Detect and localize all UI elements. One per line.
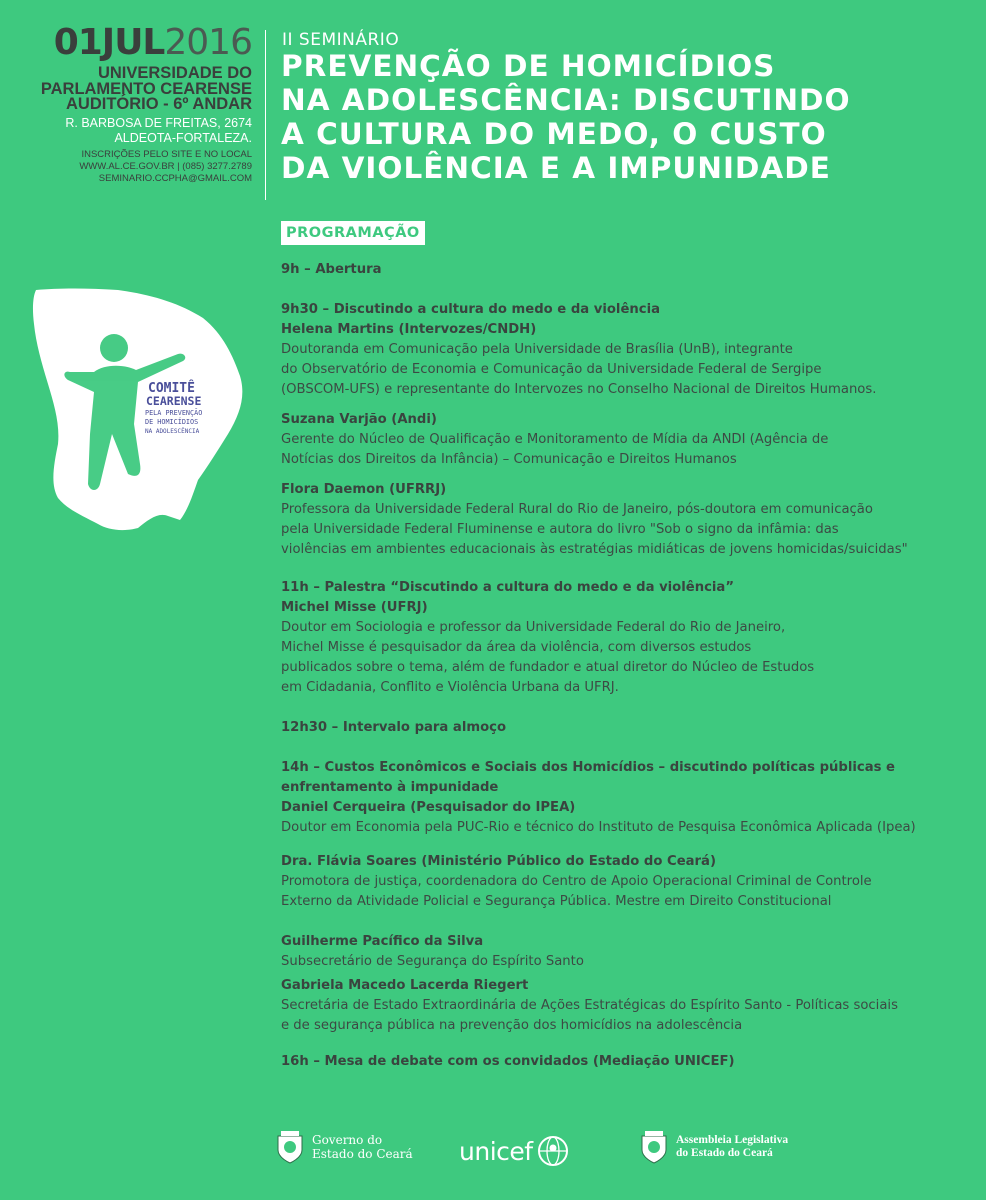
comite-logo <box>28 284 268 534</box>
speaker-bio: Doutor em Sociologia e professor da Universidade Federal do Rio de Janeiro, <box>281 620 786 635</box>
title-line: DA VIOLÊNCIA E A IMPUNIDADE <box>281 151 831 185</box>
sponsor-logos <box>0 1128 986 1178</box>
speaker-bio: Doutor em Economia pela PUC-Rio e técnico do Instituto de Pesquisa Econômica Aplicada (Ipea) <box>281 820 916 835</box>
info-line: WWW.AL.CE.GOV.BR | (085) 3277.2789 <box>79 160 252 172</box>
program-schedule <box>281 260 971 1072</box>
speaker-name: Flora Daemon (UFRRJ) <box>281 482 447 497</box>
assembleia-legislativa-logo <box>640 1130 788 1164</box>
venue <box>20 66 252 113</box>
session-time: 9h30 – Discutindo a cultura do medo e da violência <box>281 302 661 317</box>
address-line: ALDEOTA-FORTALEZA. <box>114 130 252 145</box>
speaker-bio: Promotora de justiça, coordenadora do Centro de Apoio Operacional Criminal de Controle <box>281 874 872 889</box>
date-year: 2016 <box>164 22 252 63</box>
speaker-name: Michel Misse (UFRJ) <box>281 600 428 615</box>
ceara-map-icon <box>28 284 268 534</box>
venue-line: AUDITÓRIO - 6º ANDAR <box>66 95 252 113</box>
speaker-name: Daniel Cerqueira (Pesquisador do IPEA) <box>281 800 576 815</box>
program-label: PROGRAMAÇÃO <box>281 221 425 245</box>
speaker-bio: do Observatório de Economia e Comunicação da Universidade Federal de Sergipe <box>281 362 822 377</box>
session-time: 16h – Mesa de debate com os convidados (Mediação UNICEF) <box>281 1054 735 1069</box>
session-time: enfrentamento à impunidade <box>281 780 499 795</box>
speaker-name: Gabriela Macedo Lacerda Riegert <box>281 978 529 993</box>
gov-line: Estado do Ceará <box>312 1147 413 1161</box>
comite-text-line1: COMITÊ <box>148 381 195 396</box>
unicef-logo <box>459 1134 570 1168</box>
crest-icon <box>640 1130 668 1164</box>
speaker-bio: Michel Misse é pesquisador da área da violência, com diversos estudos <box>281 640 752 655</box>
speaker-bio: e de segurança pública na prevenção dos homicídios na adolescência <box>281 1018 743 1033</box>
registration-info <box>20 149 252 185</box>
speaker-bio: publicados sobre o tema, além de fundador e atual diretor do Núcleo de Estudos <box>281 660 815 675</box>
venue-line: PARLAMENTO CEARENSE <box>40 79 252 98</box>
speaker-bio: Secretária de Estado Extraordinária de Ações Estratégicas do Espírito Santo - Políticas sociais <box>281 998 898 1013</box>
speaker-bio: Doutoranda em Comunicação pela Universidade de Brasília (UnB), integrante <box>281 342 793 357</box>
governo-ceara-text <box>312 1133 413 1161</box>
session-time: 12h30 – Intervalo para almoço <box>281 720 507 735</box>
speaker-bio: Notícias dos Direitos da Infância) – Comunicação e Direitos Humanos <box>281 452 737 467</box>
unicef-wordmark: unicef <box>459 1136 533 1166</box>
crest-icon <box>276 1130 304 1164</box>
event-title <box>281 49 981 185</box>
comite-text-line4: DE HOMICÍDIOS <box>145 418 199 426</box>
speaker-bio: Professora da Universidade Federal Rural do Rio de Janeiro, pós-doutora em comunicação <box>281 502 873 517</box>
session-time: 14h – Custos Econômicos e Sociais dos Homicídios – discutindo políticas públicas e <box>281 760 895 775</box>
info-line: SEMINARIO.CCPHA@GMAIL.COM <box>98 172 252 184</box>
title-line: PREVENÇÃO DE HOMICÍDIOS <box>281 49 776 83</box>
header-divider <box>265 30 266 200</box>
speaker-name: Guilherme Pacífico da Silva <box>281 934 484 949</box>
session-time: 11h – Palestra “Discutindo a cultura do medo e da violência” <box>281 580 734 595</box>
date-day-month: 01JUL <box>53 22 165 63</box>
event-info <box>20 24 252 185</box>
gov-line: Governo do <box>312 1133 383 1147</box>
info-line: INSCRIÇÕES PELO SITE E NO LOCAL <box>81 148 252 160</box>
globe-icon <box>536 1134 570 1168</box>
speaker-name: Dra. Flávia Soares (Ministério Público do Estado do Ceará) <box>281 854 716 869</box>
speaker-name: Suzana Varjão (Andi) <box>281 412 437 427</box>
speaker-bio: Subsecretário de Segurança do Espírito Santo <box>281 954 584 969</box>
event-date <box>20 24 252 62</box>
title-line: A CULTURA DO MEDO, O CUSTO <box>281 117 827 151</box>
address-line: R. BARBOSA DE FREITAS, 2674 <box>65 115 252 130</box>
address <box>20 116 252 146</box>
al-line: Assembleia Legislativa <box>676 1134 789 1146</box>
speaker-bio: em Cidadania, Conflito e Violência Urbana da UFRJ. <box>281 680 619 695</box>
speaker-bio: Externo da Atividade Policial e Segurança Pública. Mestre em Direito Constitucional <box>281 894 832 909</box>
session-time: 9h – Abertura <box>281 262 382 277</box>
venue-line: UNIVERSIDADE DO <box>97 64 252 82</box>
governo-ceara-logo <box>276 1130 413 1164</box>
speaker-name: Helena Martins (Intervozes/CNDH) <box>281 322 537 337</box>
comite-text-line5: NA ADOLESCÊNCIA <box>145 428 200 435</box>
assembleia-text <box>676 1134 788 1160</box>
comite-text-line3: PELA PREVENÇÃO <box>145 409 203 417</box>
comite-text-line2: CEARENSE <box>146 394 202 408</box>
speaker-bio: violências em ambientes educacionais às estratégias midiáticas de jovens homicidas/suicidas" <box>281 542 908 557</box>
event-subtitle: II SEMINÁRIO <box>282 30 400 50</box>
al-line: do Estado do Ceará <box>676 1147 773 1159</box>
title-line: NA ADOLESCÊNCIA: DISCUTINDO <box>281 83 851 117</box>
speaker-bio: (OBSCOM-UFS) e representante do Intervozes no Conselho Nacional de Direitos Humanos. <box>281 382 877 397</box>
speaker-bio: Gerente do Núcleo de Qualificação e Monitoramento de Mídia da ANDI (Agência de <box>281 432 829 447</box>
speaker-bio: pela Universidade Federal Fluminense e autora do livro "Sob o signo da infâmia: das <box>281 522 839 537</box>
